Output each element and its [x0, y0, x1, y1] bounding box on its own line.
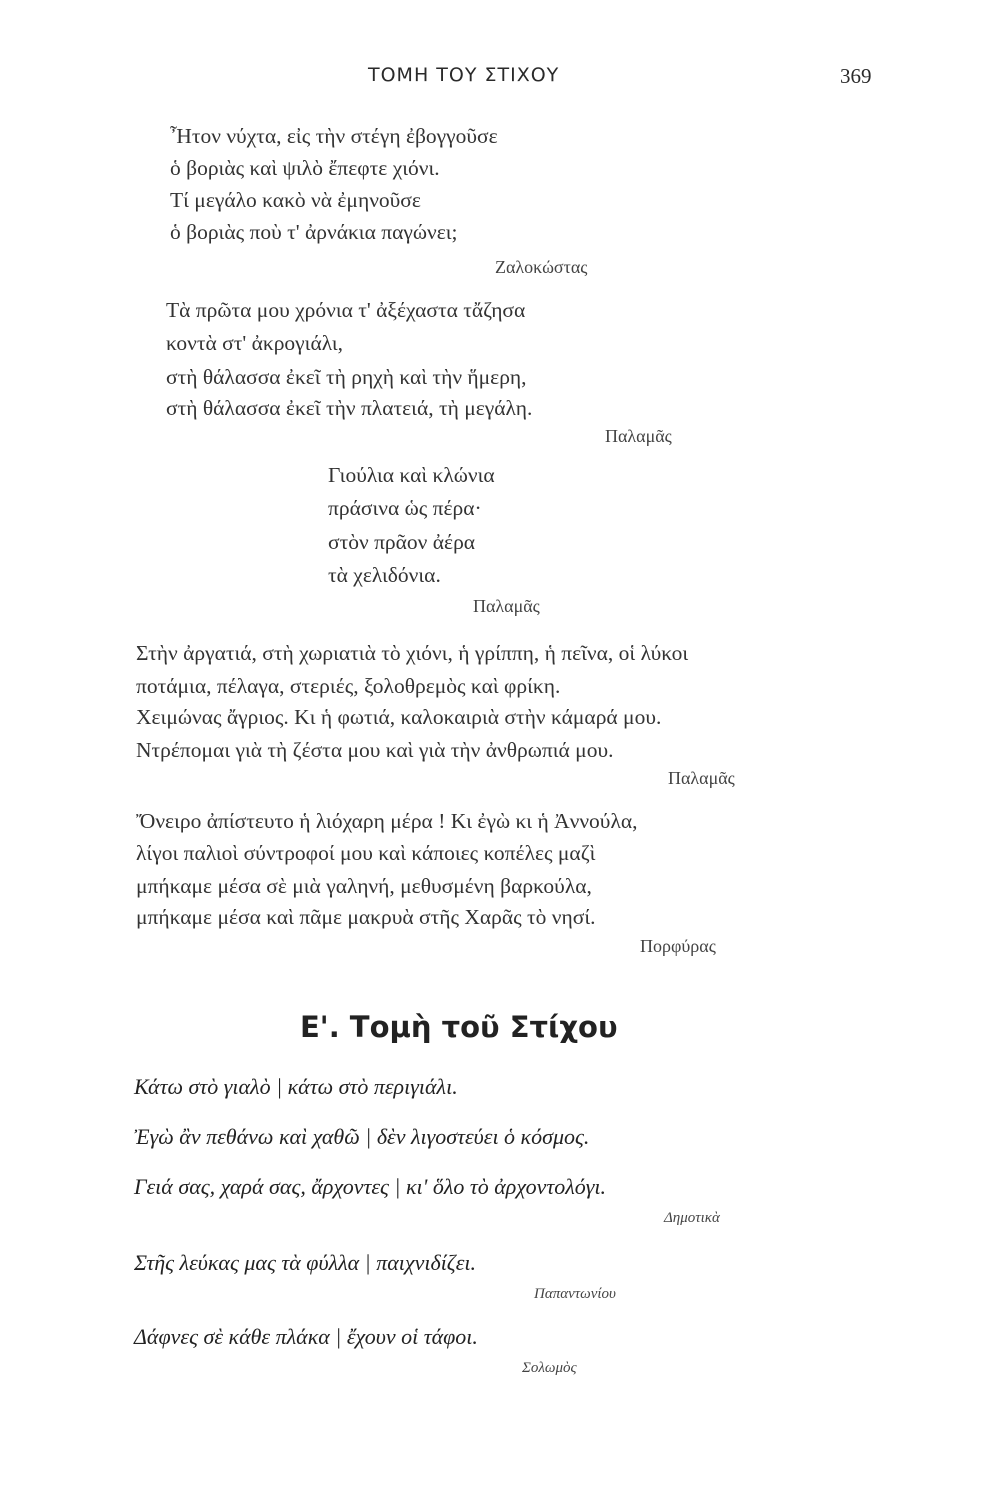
poem-line: Τὰ πρῶτα μου χρόνια τ' ἀξέχαστα τἄζησα — [166, 298, 526, 322]
poem-line: Ἦτον νύχτα, εἰς τὴν στέγη ἐβογγοῦσε — [170, 124, 498, 148]
poem-line: μπήκαμε μέσα σὲ μιὰ γαληνή, μεθυσμένη βαρκούλα, — [136, 874, 592, 898]
running-head — [0, 64, 987, 94]
caesura-example: Ἐγὼ ἂν πεθάνω καὶ χαθῶ | δὲν λιγοστεύει ὁ κόσμος. — [134, 1124, 590, 1149]
poem-line: πράσινα ὡς πέρα· — [328, 496, 482, 520]
poem-line: Γιούλια καὶ κλώνια — [328, 463, 495, 487]
caesura-example: Κάτω στὸ γιαλὸ | κάτω στὸ περιγιάλι. — [134, 1074, 458, 1099]
page-number: 369 — [840, 64, 872, 88]
caesura-example: Δάφνες σὲ κάθε πλάκα | ἔχουν οἱ τάφοι. — [134, 1324, 478, 1349]
example-author: Δημοτικὰ — [664, 1210, 720, 1226]
poem-line: στὴ θάλασσα ἐκεῖ τὴν πλατειά, τὴ μεγάλη. — [166, 396, 533, 420]
example-author: Παπαντωνίου — [534, 1286, 616, 1302]
poem-author: Ζαλοκώστας — [495, 257, 588, 277]
poem-line: στὴ θάλασσα ἐκεῖ τὴ ρηχὴ καὶ τὴν ἥμερη, — [166, 365, 527, 389]
poem-line: μπήκαμε μέσα καὶ πᾶμε μακρυὰ στῆς Χαρᾶς τὸ νησί. — [136, 905, 596, 929]
poem-line: Ντρέπομαι γιὰ τὴ ζέστα μου καὶ γιὰ τὴν ἀνθρωπιά μου. — [136, 738, 614, 762]
poem-line: Ὄνειρο ἀπίστευτο ἡ λιόχαρη μέρα ! Κι ἐγὼ κι ἡ Ἀννούλα, — [136, 809, 638, 833]
caesura-example: Γειά σας, χαρά σας, ἄρχοντες | κι' ὅλο τὸ ἀρχοντολόγι. — [134, 1174, 607, 1199]
poem-line: ὁ βοριὰς ποὺ τ' ἀρνάκια παγώνει; — [170, 220, 458, 244]
section-heading: Ε'. Τομὴ τοῦ Στίχου — [300, 1010, 618, 1044]
poem-line: λίγοι παλιοὶ σύντροφοί μου καὶ κάποιες κοπέλες μαζὶ — [136, 841, 596, 865]
poem-line: στὸν πρᾶον ἀέρα — [328, 530, 476, 554]
poem-author: Πορφύρας — [640, 936, 716, 956]
poem-line: κοντὰ στ' ἀκρογιάλι, — [166, 331, 344, 355]
poem-author: Παλαμᾶς — [473, 596, 540, 616]
poem-author: Παλαμᾶς — [605, 426, 672, 446]
caesura-example: Στῆς λεύκας μας τὰ φύλλα | παιχνιδίζει. — [134, 1250, 476, 1275]
poem-line: Τί μεγάλο κακὸ νὰ ἐμηνοῦσε — [170, 188, 421, 212]
poem-line: Στὴν ἀργατιά, στὴ χωριατιὰ τὸ χιόνι, ἡ γρίππη, ἡ πεῖνα, οἱ λύκοι — [136, 641, 689, 665]
poem-line: Χειμώνας ἄγριος. Κι ἡ φωτιά, καλοκαιριὰ στὴν κάμαρά μου. — [136, 705, 662, 729]
poem-line: ποτάμια, πέλαγα, στεριές, ξολοθρεμὸς καὶ φρίκη. — [136, 674, 561, 698]
example-author: Σολωμὸς — [522, 1360, 577, 1376]
poem-line: τὰ χελιδόνια. — [328, 563, 441, 587]
poem-author: Παλαμᾶς — [668, 768, 735, 788]
running-title: ΤΟΜΗ ΤΟΥ ΣΤΙΧΟΥ — [368, 64, 560, 86]
poem-line: ὁ βοριὰς καὶ ψιλὸ ἔπεφτε χιόνι. — [170, 156, 440, 180]
